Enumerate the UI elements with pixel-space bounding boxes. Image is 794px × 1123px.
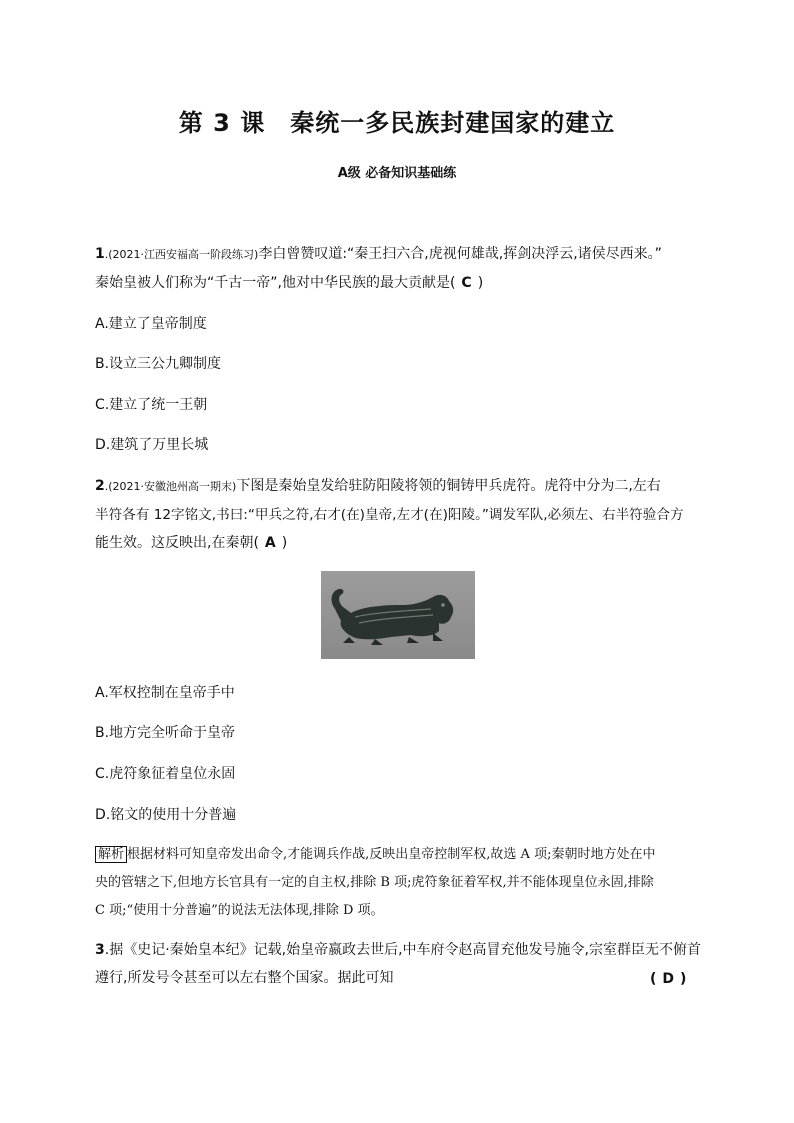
question-2-number: 2 <box>95 478 105 494</box>
question-2-answer: A <box>264 535 276 551</box>
question-1-option-c: C.建立了统一王朝 <box>95 397 208 413</box>
question-3-number: 3 <box>95 942 105 958</box>
question-1-number: 1 <box>95 246 105 262</box>
question-1-option-a: A.建立了皇帝制度 <box>95 316 207 332</box>
question-2-option-d: D.铭文的使用十分普遍 <box>95 807 237 823</box>
question-2-source: .(2021·安徽池州高一期末) <box>104 480 237 493</box>
explanation-line-3: C 项;“使用十分普遍”的说法无法体现,排除 D 项。 <box>95 903 384 918</box>
question-3-answer: D <box>662 971 675 987</box>
explanation-line-1 <box>95 841 705 869</box>
question-1-option-b: B.设立三公九卿制度 <box>95 356 222 372</box>
explanation-tag: 解析 <box>95 846 127 863</box>
page-title: 第 3 课 秦统一多民族封建国家的建立 <box>178 109 616 137</box>
question-1-line-1 <box>95 240 705 269</box>
tiger-tally-image <box>321 571 475 659</box>
question-3-line-1 <box>95 936 705 964</box>
question-1-source: .(2021·江西安福高一阶段练习) <box>104 248 259 261</box>
question-1 <box>95 240 705 297</box>
question-2-line-2: 半符各有 12字铭文,书曰:“甲兵之符,右才(在)皇帝,左才(在)阳陵。”调发军队,必须左、右半符验合方 <box>95 507 684 523</box>
question-2-explanation <box>95 841 705 925</box>
question-2-option-b: B.地方完全听命于皇帝 <box>95 725 236 741</box>
explanation-text-1: 根据材料可知皇帝发出命令,才能调兵作战,反映出皇帝控制军权,故选 A 项;秦朝时地方处在中 <box>127 847 656 862</box>
tiger-tally-icon <box>321 571 475 659</box>
question-3-close: ) <box>680 971 687 987</box>
question-2-close: ) <box>281 535 288 551</box>
question-3-text-1: .据《史记·秦始皇本纪》记载,始皇帝嬴政去世后,中车府令赵高冒充他发号施令,宗室群臣无不俯首 <box>104 942 701 958</box>
question-2-line-1 <box>95 472 705 501</box>
question-1-close: ) <box>477 275 484 291</box>
question-2 <box>95 472 705 557</box>
question-3-answer-box <box>650 971 686 987</box>
question-1-text-1: 李白曾赞叹道:“秦王扫六合,虎视何雄哉,挥剑决浮云,诸侯尽西来。” <box>258 246 662 262</box>
question-2-option-c: C.虎符象征着皇位永固 <box>95 766 236 782</box>
question-2-option-a: A.军权控制在皇帝手中 <box>95 685 235 701</box>
explanation-line-2: 央的管辖之下,但地方长官具有一定的自主权,排除 B 项;虎符象征着军权,并不能体现皇位永固,排除 <box>95 875 654 890</box>
question-3-line-2: 遵行,所发号令甚至可以左右整个国家。据此可知 <box>95 970 394 986</box>
question-1-line-2 <box>95 269 705 297</box>
section-subtitle: A级 必备知识基础练 <box>337 166 457 181</box>
question-3 <box>95 936 705 992</box>
question-1-text-2: 秦始皇被人们称为“千古一帝”,他对中华民族的最大贡献是( <box>95 275 456 291</box>
question-3-open: ( <box>650 971 657 987</box>
question-2-line-3 <box>95 529 705 557</box>
question-2-text-3: 能生效。这反映出,在秦朝( <box>95 535 259 551</box>
question-1-option-d: D.建筑了万里长城 <box>95 437 209 453</box>
question-1-answer: C <box>461 275 472 291</box>
question-2-text-1: 下图是秦始皇发给驻防阳陵将领的铜铸甲兵虎符。虎符中分为二,左右 <box>236 478 661 494</box>
